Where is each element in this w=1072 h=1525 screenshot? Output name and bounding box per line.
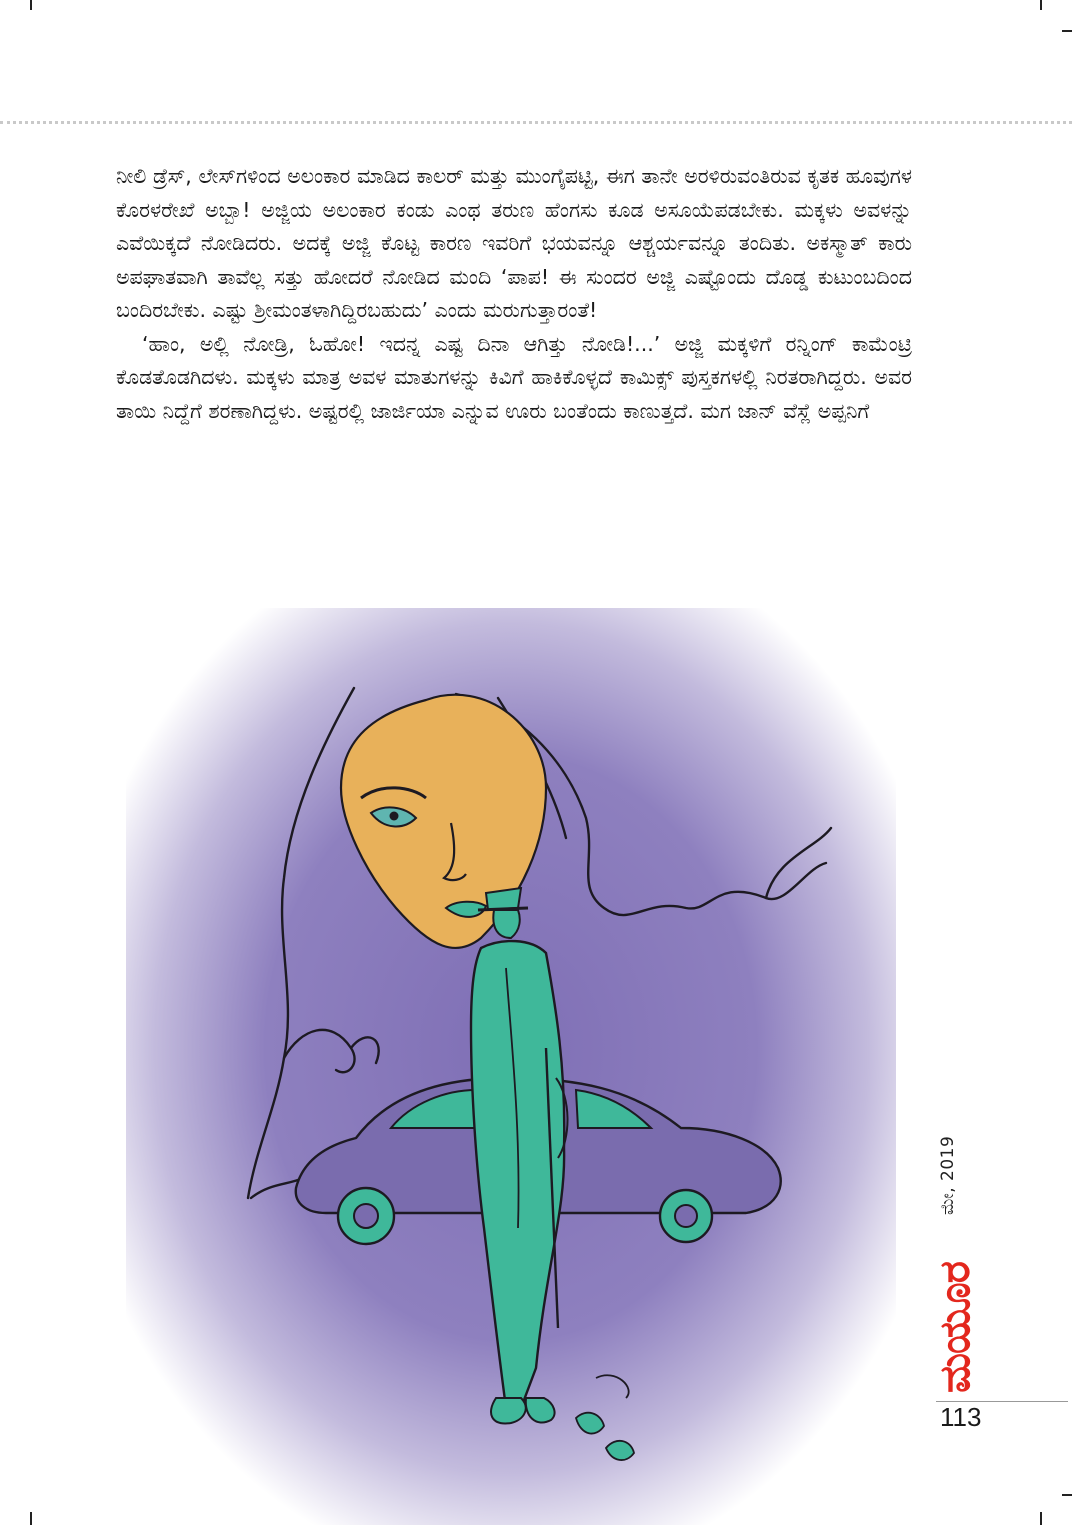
article-body <box>116 160 912 428</box>
magazine-logo: ಮಯೂರ <box>930 1262 979 1393</box>
story-illustration <box>126 608 896 1525</box>
crop-mark-right-lower <box>1062 1494 1072 1496</box>
article-paragraph-2: ‘ಹಾಂ, ಅಲ್ಲಿ ನೋಡ್ರಿ, ಓಹೋ! ಇದನ್ನ ಎಷ್ಟ ದಿನಾ ಆಗಿತ್ತು ನೋಡಿ!...’ ಅಜ್ಜಿ ಮಕ್ಕಳಿಗೆ ರನ್ನಿಂಗ್ ಕಾಮೆಂಟ್ರಿ ಕೊಡತೊಡಗಿದಳು. ಮಕ್ಕಳು ಮಾತ್ರ ಅವಳ ಮಾತುಗಳನ್ನು ಕಿವಿಗೆ ಹಾಕಿಕೊಳ್ಳದೆ ಕಾಮಿಕ್ಸ್ ಪುಸ್ತಕಗಳಲ್ಲಿ ನಿರತರಾಗಿದ್ದರು. ಅವರ ತಾಯಿ ನಿದ್ದೆಗೆ ಶರಣಾಗಿದ್ದಳು. ಅಷ್ಟರಲ್ಲಿ ಜಾರ್ಜಿಯಾ ಎನ್ನುವ ಊರು ಬಂತೆಂದು ಕಾಣುತ್ತದೆ. ಮಗ ಜಾನ್ ವೆಸ್ಲೆ ಅಪ್ಪನಿಗೆ <box>116 331 912 423</box>
header-dotted-rule <box>0 121 1072 124</box>
article-paragraph-1: ನೀಲಿ ಡ್ರೆಸ್, ಲೇಸ್‌ಗಳಿಂದ ಅಲಂಕಾರ ಮಾಡಿದ ಕಾಲರ್ ಮತ್ತು ಮುಂಗೈಪಟ್ಟಿ, ಈಗ ತಾನೇ ಅರಳಿರುವಂತಿರುವ ಕೃತಕ ಹೂವುಗಳ ಕೊರಳರೇಖೆ ಅಬ್ಬಾ! ಅಜ್ಜಿಯ ಅಲಂಕಾರ ಕಂಡು ಎಂಥ ತರುಣ ಹೆಂಗಸು ಕೂಡ ಅಸೂಯೆಪಡಬೇಕು. ಮಕ್ಕಳು ಅವಳನ್ನು ಎವೆಯಿಕ್ಕದೆ ನೋಡಿದರು. ಅದಕ್ಕೆ ಅಜ್ಜಿ ಕೊಟ್ಟ ಕಾರಣ ಇವರಿಗೆ ಭಯವನ್ನೂ ಆಶ್ಚರ್ಯವನ್ನೂ ತಂದಿತು. ಅಕಸ್ಮಾತ್ ಕಾರು ಅಪಘಾತವಾಗಿ ತಾವೆಲ್ಲ ಸತ್ತು ಹೋದರೆ ನೋಡಿದ ಮಂದಿ ‘ಪಾಪ! ಈ ಸುಂದರ ಅಜ್ಜಿ ಎಷ್ಟೊಂದು ದೊಡ್ಡ ಕುಟುಂಬದಿಂದ ಬಂದಿರಬೇಕು. ಎಷ್ಟು ಶ್ರೀಮಂತಳಾಗಿದ್ದಿರಬಹುದು’ ಎಂದು ಮರುಗುತ್ತಾರಂತೆ! <box>116 164 912 322</box>
crop-mark-top-right <box>1040 0 1042 10</box>
issue-date: ಮೇ, 2019 <box>938 1135 958 1215</box>
crop-mark-bottom-left <box>30 1512 32 1525</box>
page-number: 113 <box>940 1402 982 1432</box>
crop-mark-right-upper <box>1062 30 1072 32</box>
crop-mark-top-left <box>30 0 32 10</box>
crop-mark-bottom-right <box>1040 1512 1042 1525</box>
